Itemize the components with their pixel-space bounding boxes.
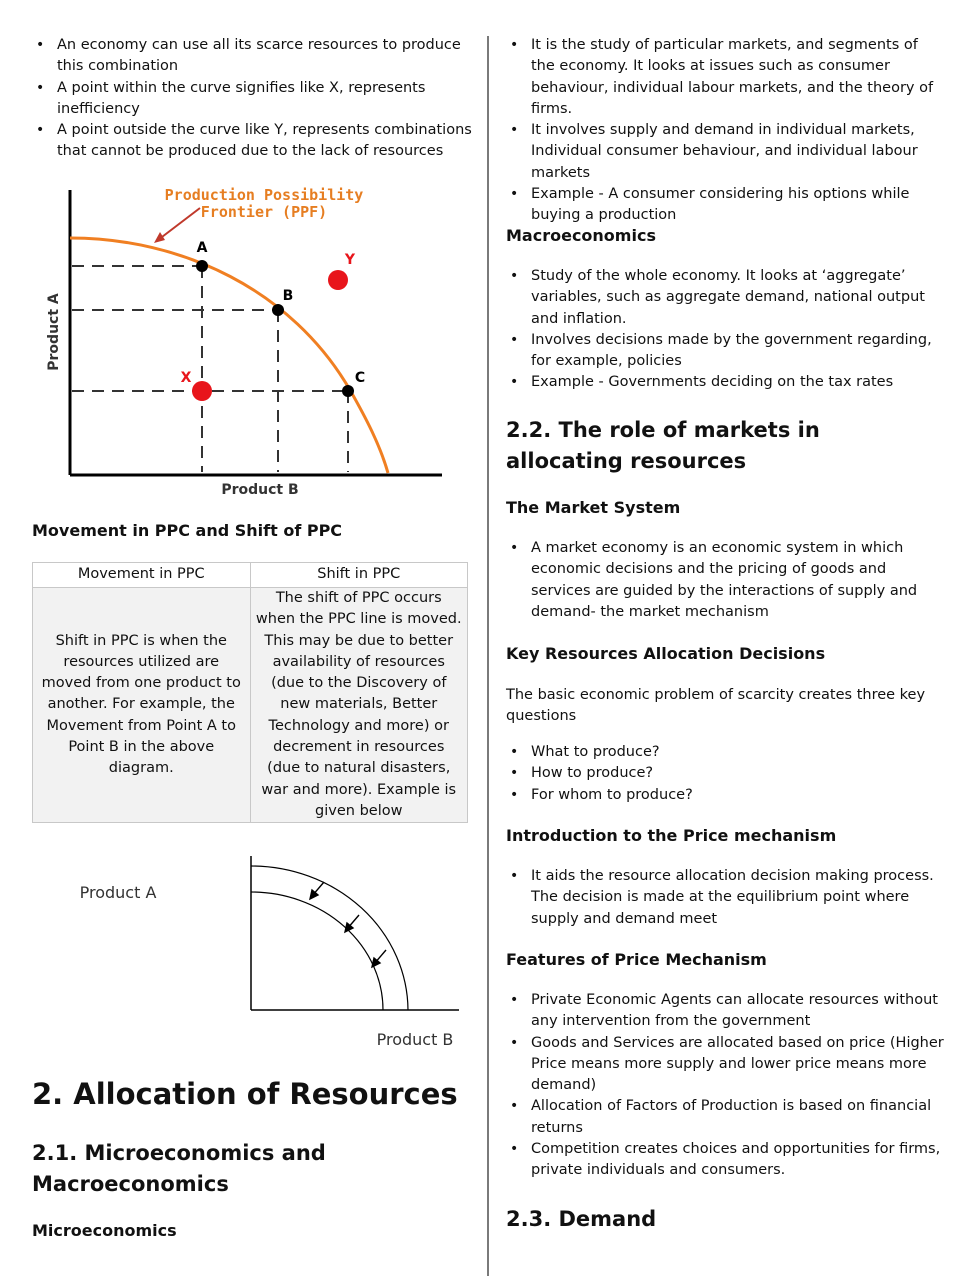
list-item: • It is the study of particular markets, and segments of the economy. It looks at issues such as consumer behaviour, individual labour markets, and the theory of firms.: [506, 35, 946, 120]
ppc-table: [32, 562, 468, 823]
section-title: 2. Allocation of Resources: [32, 1077, 458, 1111]
point-b-label: B: [282, 288, 294, 304]
ppf-title-line2: Frontier (PPF): [200, 203, 328, 221]
list-item: • Private Economic Agents can allocate resources without any intervention from the government: [506, 990, 946, 1033]
point-x-label: X: [180, 370, 192, 386]
table-header-shift: Shift in PPC: [250, 563, 468, 588]
table-cell-movement: Shift in PPC is when the resources utilized are moved from one product to another. For example, the Movement from Point A to Point B in the above diagram.: [33, 588, 251, 823]
list-item: • A market economy is an economic system in which economic decisions and the pricing of goods and services are guided by the interactions of supply and demand- the market mechanism: [506, 538, 946, 623]
point-b: [272, 304, 284, 316]
list-item: • A point outside the curve like Y, represents combinations that cannot be produced due to the lack of resources: [32, 120, 472, 163]
list-item: • It aids the resource allocation decision making process. The decision is made at the equilibrium point where supply and demand meet: [506, 866, 946, 930]
point-y: [328, 270, 348, 290]
point-x: [192, 381, 212, 401]
shift-diagram: [62, 848, 472, 1058]
subsection-title: 2.1. Microeconomics and Macroeconomics: [32, 1141, 326, 1196]
ppf-guide-lines: [72, 266, 348, 472]
list-item: • For whom to produce?: [506, 785, 946, 806]
ppf-x-axis-label: Product B: [221, 482, 299, 498]
shift-x-axis-label: Product B: [376, 1030, 454, 1049]
point-a-label: A: [196, 240, 208, 256]
list-item: • It involves supply and demand in individual markets, Individual consumer behaviour, and individual labour markets: [506, 120, 946, 184]
market-system-heading: The Market System: [506, 498, 681, 517]
key-questions-list: [506, 742, 946, 806]
ppf-title-arrow: [158, 208, 200, 240]
table-cell-shift: The shift of PPC occurs when the PPC line is moved. This may be due to better availability of resources (due to the Discovery of new materials, Better Technology and more) or decrement in resources (due to natural disasters, war and more). Example is given below: [250, 588, 468, 823]
ppf-diagram: [32, 180, 472, 510]
list-item: • A point within the curve signifies like X, represents inefficiency: [32, 78, 472, 121]
table-header-movement: Movement in PPC: [33, 563, 251, 588]
list-item: • Goods and Services are allocated based on price (Higher Price means more supply and lower price means more demand): [506, 1033, 946, 1097]
point-a: [196, 260, 208, 272]
price-mechanism-list: [506, 866, 946, 930]
ppc-outer-curve: [251, 866, 408, 1010]
list-item: • An economy can use all its scarce resources to produce this combination: [32, 35, 472, 78]
movement-heading: Movement in PPC and Shift of PPC: [32, 521, 343, 540]
column-divider: [487, 36, 489, 1276]
list-item: • Study of the whole economy. It looks at ‘aggregate’ variables, such as aggregate demand, national output and inflation.: [506, 266, 946, 330]
list-item: • Involves decisions made by the government regarding, for example, policies: [506, 330, 946, 373]
shift-arrows: [310, 882, 386, 967]
list-item: • Allocation of Factors of Production is based on financial returns: [506, 1096, 946, 1139]
ppf-y-axis-label: Product A: [46, 293, 62, 371]
market-system-list: [506, 538, 946, 623]
ppf-bullet-list: [32, 35, 472, 163]
point-c-label: C: [354, 370, 366, 386]
key-decisions-text: The basic economic problem of scarcity creates three key questions: [506, 687, 926, 724]
list-item: • How to produce?: [506, 763, 946, 784]
features-list: [506, 990, 946, 1182]
point-c: [342, 385, 354, 397]
list-item: • Competition creates choices and opportunities for firms, private individuals and consumers.: [506, 1139, 946, 1182]
key-decisions-heading: Key Resources Allocation Decisions: [506, 644, 826, 663]
list-item: • Example - Governments deciding on the tax rates: [506, 372, 946, 393]
section-2-3-title: 2.3. Demand: [506, 1207, 657, 1231]
price-mechanism-heading: Introduction to the Price mechanism: [506, 826, 837, 845]
list-item: • What to produce?: [506, 742, 946, 763]
shift-y-axis-label: Product A: [79, 883, 157, 902]
ppf-title-line1: Production Possibility: [164, 186, 364, 204]
section-2-2-title: 2.2. The role of markets in allocating resources: [506, 418, 820, 473]
point-y-label: Y: [344, 252, 356, 268]
micro-bullet-list: [506, 35, 946, 227]
macro-heading: Macroeconomics: [506, 226, 656, 245]
micro-heading: Microeconomics: [32, 1221, 177, 1240]
list-item: • Example - A consumer considering his options while buying a production: [506, 184, 946, 227]
macro-bullet-list: [506, 266, 946, 394]
features-heading: Features of Price Mechanism: [506, 950, 767, 969]
